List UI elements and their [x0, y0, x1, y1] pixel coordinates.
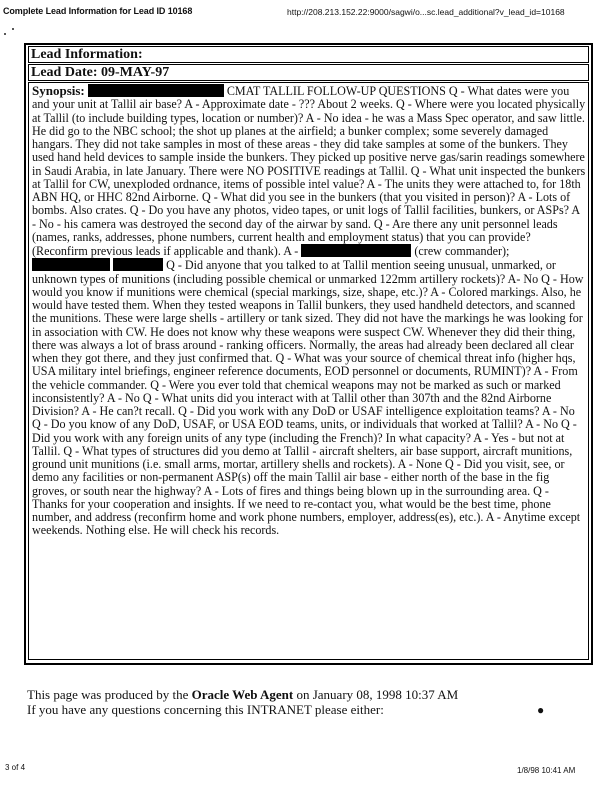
lead-date-label: Lead Date: — [31, 65, 98, 80]
redaction-box — [113, 258, 163, 271]
synopsis-label: Synopsis: — [32, 83, 85, 98]
questions-line: If you have any questions concerning this INTRANET please either: — [27, 702, 384, 717]
page-footer — [27, 687, 458, 717]
redaction-box — [88, 84, 224, 97]
lead-date-value: 09-MAY-97 — [101, 65, 170, 80]
synopsis-text-part3: Q - Did anyone that you talked to at Tallil mention seeing unusual, unmarked, or unknown types of munitions (including possible chemical or unmarked 122mm artillery rockets)? A- No Q - How would you know if munitions were chemical (special markings, size, shape, etc.)? A - Colored markings. Also, he would have tested them. When they tested weapons in Tallil bunkers, they used handheld detectors, and scanned the munitions. These were large shells - artillery or tank sized. They did not have the markings he was looking for in association with CW. He does not know why these weapons were suspect CW. Whenever they did their thing, there was always a lot of brass around - ranking officers. Normally, the areas had already been declared all clear when they got there, and they just confirmed that. Q - What was your source of chemical threat info (higher hqs, USA military intel briefings, engineer reference documents, EOD personnel or documents, RUMINT)? A - From the vehicle commander. Q - Were you ever told that chemical weapons may not be marked as such or marked inconsistently? A - No Q - What units did you interact with at Tallil other than 307th and the 82nd Airborne Division? A - He can?t recall. Q - Did you work with any DoD or USAF intelligence exploitation teams? A - No Q - Do you know of any DoD, USAF, or USA EOD teams, units, or individuals that worked at Tallil? A - No Q - Did you work with any foreign units of any type (including the French)? In what capacity? A - Yes - but not at Tallil. Q - What types of structures did you demo at Tallil - aircraft shelters, air base support, aircraft munitions, ground unit munitions (i.e. small arms, mortar, artillery shells and rockets). A - None Q - Did you visit, see, or demo any facilities or non-permanent ASP(s) off the main Tallil air base - either north of the base in the fig groves, or south near the highway? A - Lots of fires and things being blown up in the surrounding area. Q - Thanks for your cooperation and insights. If we need to re-contact you, what would be the best time, phone number, and address (reconfirm home and work phone numbers, employer, address(es), etc.). A - Anytime except weekends. Nothing else. He will check his records. — [32, 258, 584, 538]
page-header-title: Complete Lead Information for Lead ID 10168 — [3, 6, 193, 16]
oracle-web-agent-name: Oracle Web Agent — [191, 687, 294, 702]
redaction-box — [32, 258, 110, 271]
lead-information-label: Lead Information: — [31, 47, 143, 62]
print-timestamp: 1/8/98 10:41 AM — [517, 766, 576, 775]
synopsis-text-part1: CMAT TALLIL FOLLOW-UP QUESTIONS Q - What dates were you and your unit at Tallil air base? A - Approximate date - ??? About 2 weeks. Q - Where were you located physically at Tallil (to include building types, location or number)? A - No idea - he was a Mass Spec operator, and saw little. He did go to the NBC school; the shot up planes at the airfield; a bunker complex; some severely damaged hangars. They did not take samples in most of these areas - they did take samples at some of the bunkers. They used hand held devices to sample inside the bunkers. They picked up positive nerve gas/sarin readings somewhere in Saudi Arabia, in late January. There were NO POSITIVE readings at Tallil. Q - What unit inspected the bunkers at Tallil for CW, unexploded ordnance, items of possible intel value? A - The units they were attached to, for 18th ABN HQ, or HHC 82nd Airborne. Q - What did you see in the bunkers (that you visited in person)? A - Lots of bombs. Also crates. Q - Do you have any photos, video tapes, or unit logs of Tallil facilities, bunkers, or ASPs? A - No - his camera was destroyed the second day of the airwar by sand. Q - Are there any unit personnel leads (names, ranks, addresses, phone numbers, current health and employment status) that you can provide? (Reconfirm previous leads if applicable and thank). A - — [32, 84, 586, 258]
synopsis-cell — [28, 82, 589, 660]
lead-information-header — [28, 46, 589, 63]
bullet-dot-icon: ● — [537, 703, 545, 717]
synopsis-text-part2: (crew commander); — [414, 244, 510, 258]
produced-by-line: This page was produced by the Oracle Web Agent on January 08, 1998 10:37 AM — [27, 687, 459, 702]
scan-speck — [12, 28, 14, 30]
redaction-box — [301, 244, 411, 257]
lead-information-table — [24, 43, 593, 665]
page-header-url: http://208.213.152.22:9000/sagwi/o...sc.lead_additional?v_lead_id=10168 — [287, 7, 565, 17]
print-page-number: 3 of 4 — [5, 763, 26, 772]
lead-date-row — [28, 64, 589, 81]
scan-speck — [4, 33, 6, 35]
